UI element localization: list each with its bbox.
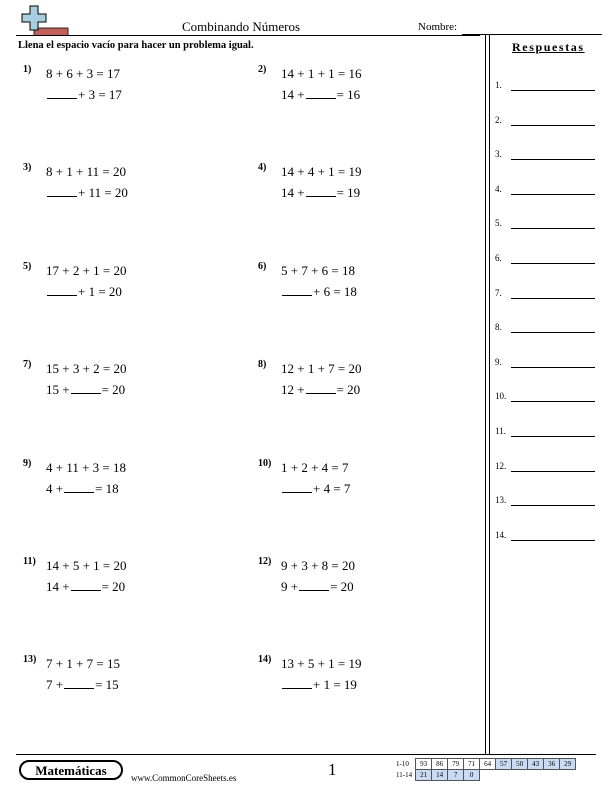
answer-line[interactable] (511, 471, 595, 472)
problem-number: 13) (23, 654, 37, 666)
answer-number: 14. (495, 529, 507, 540)
problem (258, 64, 478, 114)
answer-number: 1. (495, 80, 502, 90)
problem (258, 556, 478, 606)
fill-in-suffix: + 1 = 20 (78, 283, 122, 299)
problem-fill-in (281, 578, 354, 595)
answer-row[interactable] (495, 113, 595, 127)
problem (23, 359, 243, 409)
score-cell: 21 (416, 770, 432, 781)
answer-number: 3. (495, 149, 502, 160)
problem (23, 654, 243, 704)
answer-row[interactable] (495, 459, 595, 473)
answer-number: 8. (495, 322, 502, 333)
problem (258, 162, 478, 212)
problem-fill-in (281, 676, 357, 693)
fill-in-suffix: = 18 (95, 480, 119, 496)
fill-in-suffix: = 20 (101, 382, 126, 398)
answer-row[interactable] (495, 182, 595, 196)
answer-line[interactable] (511, 401, 595, 402)
problem-fill-in (281, 86, 360, 103)
problem-equation: 14 + 5 + 1 = 20 (46, 558, 127, 573)
answer-blank[interactable] (306, 184, 336, 197)
header-divider (16, 35, 480, 36)
score-cell: 93 (416, 759, 432, 770)
answer-row[interactable] (495, 493, 595, 507)
answer-number: 5. (495, 218, 502, 229)
score-row (396, 770, 576, 781)
score-cell: 86 (432, 759, 448, 770)
answer-number: 6. (495, 253, 502, 263)
problem-equation: 8 + 6 + 3 = 17 (46, 66, 120, 81)
answer-row[interactable] (495, 528, 595, 542)
answer-blank[interactable] (47, 86, 77, 99)
fill-in-prefix: 14 + (281, 87, 305, 102)
name-field[interactable] (462, 34, 602, 35)
fill-in-suffix: + 6 = 18 (313, 283, 357, 299)
problem-fill-in (281, 283, 357, 300)
answer-row[interactable] (495, 424, 595, 438)
answer-number: 7. (495, 287, 502, 298)
answer-number: 12. (495, 460, 507, 471)
problem-number: 6) (258, 260, 267, 272)
answer-line[interactable] (511, 125, 595, 126)
fill-in-suffix: + 3 = 17 (78, 87, 122, 102)
score-cell: 43 (528, 759, 544, 770)
problem-equation: 13 + 5 + 1 = 19 (281, 656, 362, 672)
problem (258, 458, 478, 508)
problem-number: 7) (23, 359, 32, 371)
problem (258, 261, 478, 311)
answer-number: 2. (495, 114, 502, 125)
answer-number: 9. (495, 356, 502, 367)
answer-line[interactable] (511, 159, 595, 160)
answer-blank[interactable] (47, 283, 77, 296)
page-title: Combinando Números (182, 19, 301, 34)
problem-number: 10) (258, 457, 272, 469)
answer-line[interactable] (511, 540, 595, 541)
problem-fill-in (46, 676, 119, 693)
answer-line[interactable] (511, 298, 595, 299)
problem-equation: 5 + 7 + 6 = 18 (281, 262, 355, 278)
score-cell: 0 (464, 770, 480, 781)
name-label: Nombre: (418, 21, 458, 33)
score-cell: 14 (432, 770, 448, 781)
website-link[interactable]: www.CommonCoreSheets.es (131, 773, 237, 783)
problem-number: 1) (23, 64, 32, 75)
problem-equation: 4 + 11 + 3 = 18 (46, 459, 127, 475)
answer-line[interactable] (511, 228, 595, 229)
problem-fill-in (281, 381, 360, 398)
fill-in-prefix: 7 + (46, 677, 64, 693)
answer-row[interactable] (495, 78, 595, 92)
answer-line[interactable] (511, 332, 595, 333)
fill-in-prefix: 15 + (46, 382, 70, 398)
problem-equation: 8 + 1 + 11 = 20 (46, 164, 127, 180)
answer-line[interactable] (511, 367, 595, 368)
problem-fill-in (281, 480, 350, 497)
answer-row[interactable] (495, 147, 595, 161)
subject-label: Matemáticas (35, 763, 107, 778)
fill-in-suffix: + 1 = 19 (313, 677, 357, 693)
problem (23, 556, 243, 606)
problem (23, 162, 243, 212)
fill-in-suffix: + 4 = 7 (313, 480, 351, 496)
answer-row[interactable] (495, 389, 595, 403)
fill-in-suffix: = 16 (336, 87, 361, 102)
answer-line[interactable] (511, 194, 595, 195)
answer-number: 11. (495, 426, 506, 436)
problem-equation: 14 + 1 + 1 = 16 (281, 66, 362, 81)
answer-blank[interactable] (71, 578, 101, 591)
problem-equation: 7 + 1 + 7 = 15 (46, 656, 120, 672)
page-number: 1 (328, 760, 337, 779)
problem-fill-in (46, 480, 119, 497)
score-cell: 7 (448, 770, 464, 781)
answers-title: Respuestas (512, 40, 585, 54)
fill-in-suffix: = 15 (95, 677, 119, 693)
score-cell: 71 (464, 759, 480, 770)
fill-in-suffix: = 20 (330, 579, 354, 594)
answer-blank[interactable] (299, 578, 329, 591)
problem (23, 64, 243, 114)
instructions: Llena el espacio vacío para hacer un problema igual. (18, 40, 254, 51)
answer-blank[interactable] (306, 86, 336, 99)
problem (23, 458, 243, 508)
problem-number: 2) (258, 64, 267, 75)
problem-number: 14) (258, 654, 272, 666)
fill-in-prefix: 14 + (46, 579, 70, 594)
score-cell: 57 (496, 759, 512, 770)
problem-number: 9) (23, 457, 32, 469)
problem-number: 12) (258, 556, 272, 567)
score-cell: 36 (544, 759, 560, 770)
score-cell: 79 (448, 759, 464, 770)
fill-in-suffix: = 20 (101, 579, 126, 594)
footer-divider (16, 754, 596, 755)
fill-in-suffix: + 11 = 20 (78, 185, 128, 201)
problem-fill-in (46, 578, 125, 595)
logo-icon (18, 4, 70, 36)
answer-number: 13. (495, 495, 507, 506)
answer-line[interactable] (511, 90, 595, 91)
answer-row[interactable] (495, 286, 595, 300)
problem-equation: 9 + 3 + 8 = 20 (281, 558, 355, 573)
problem-number: 8) (258, 359, 267, 371)
answer-line[interactable] (511, 505, 595, 506)
problem-number: 3) (23, 162, 32, 174)
score-row (396, 759, 576, 770)
problem-number: 4) (258, 162, 267, 174)
answer-blank[interactable] (71, 381, 101, 394)
problem-fill-in (46, 283, 122, 300)
problem-equation: 12 + 1 + 7 = 20 (281, 361, 362, 377)
answer-row[interactable] (495, 355, 595, 369)
problem-equation: 17 + 2 + 1 = 20 (46, 262, 127, 278)
answer-row[interactable] (495, 251, 595, 265)
answer-blank[interactable] (64, 676, 94, 689)
score-cell: 64 (480, 759, 496, 770)
answer-blank[interactable] (64, 480, 94, 493)
fill-in-prefix: 9 + (281, 579, 299, 594)
score-cell: 50 (512, 759, 528, 770)
answer-column-divider-inner (489, 35, 490, 754)
score-range-label: 1-10 (396, 760, 409, 768)
problem-fill-in (281, 184, 360, 201)
problem-fill-in (46, 86, 122, 103)
answer-blank[interactable] (282, 283, 312, 296)
answer-blank[interactable] (306, 381, 336, 394)
score-table (396, 758, 576, 781)
problem-equation: 1 + 2 + 4 = 7 (281, 459, 349, 475)
answer-line[interactable] (511, 263, 595, 264)
problem-equation: 14 + 4 + 1 = 19 (281, 164, 362, 180)
problem (258, 654, 478, 704)
answer-blank[interactable] (282, 676, 312, 689)
answer-blank[interactable] (47, 184, 77, 197)
problem-number: 11) (23, 556, 36, 567)
answer-number: 4. (495, 183, 502, 194)
problem-equation: 15 + 3 + 2 = 20 (46, 361, 127, 377)
problem-number: 5) (23, 260, 32, 272)
problem-fill-in (46, 381, 125, 398)
fill-in-prefix: 14 + (281, 185, 305, 201)
score-range-label: 11-14 (396, 771, 413, 779)
subject-badge (19, 760, 123, 780)
answer-column-divider (485, 35, 486, 754)
fill-in-suffix: = 19 (336, 185, 361, 201)
problem (258, 359, 478, 409)
score-cell: 29 (560, 759, 576, 770)
answer-row[interactable] (495, 320, 595, 334)
fill-in-prefix: 12 + (281, 382, 305, 398)
fill-in-prefix: 4 + (46, 480, 64, 496)
problem-fill-in (46, 184, 128, 201)
answer-blank[interactable] (282, 480, 312, 493)
answer-line[interactable] (511, 436, 595, 437)
answer-number: 10. (495, 391, 507, 402)
problem (23, 261, 243, 311)
answer-row[interactable] (495, 216, 595, 230)
fill-in-suffix: = 20 (336, 382, 361, 398)
